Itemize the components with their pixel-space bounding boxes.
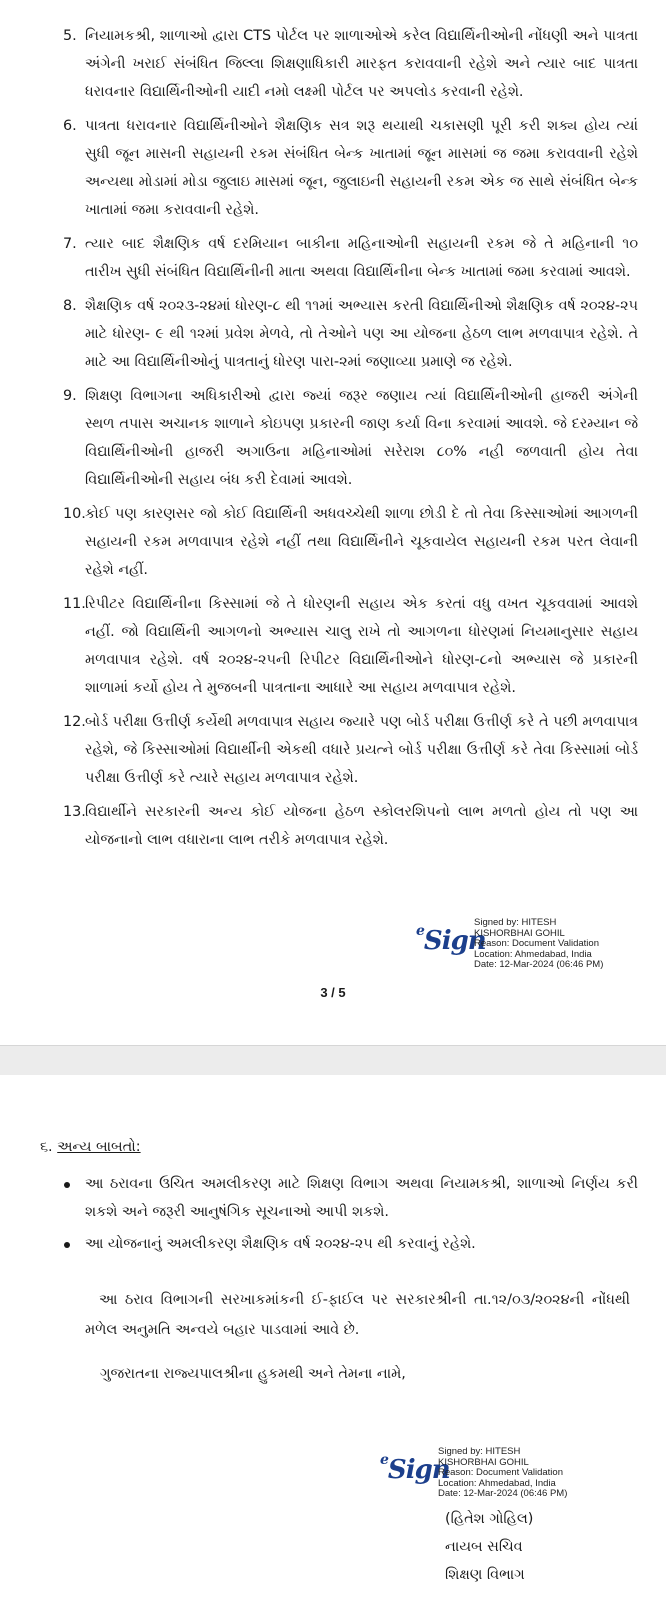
clause-number: 9. xyxy=(63,388,77,404)
esign-logo: $^e$Sign xyxy=(416,923,486,956)
signatory-department: શિક્ષણ વિભાગ xyxy=(445,1567,525,1583)
clause-text: વિદ્યાર્થીને સરકારની અન્ય કોઈ યોજના હેઠળ સ્કોલરશિપનો લાભ મળતો હોય તો પણ આ યોજનાનો લાભ વધારાના લાભ તરીકે મળવાપાત્ર રહેશે. xyxy=(85,804,638,848)
esign-details: Signed by: HITESH KISHORBHAI GOHIL Reason: Document Validation Location: Ahmedabad, India Date: 12-Mar-2024 (06:46 PM) xyxy=(474,917,604,970)
clause-text: રિપીટર વિદ્યાર્થિનીના કિસ્સામાં જે તે ધોરણની સહાય એક કરતાં વધુ વખત ચૂકવવામાં આવશે નહીં. જો વિદ્યાર્થિની આગળનો અભ્યાસ ચાલુ રાખે તો આગળના ધોરણમાં નિયમાનુસાર સહાય મળવાપાત્ર રહેશે. વર્ષ ૨૦૨૪-૨૫ની રિપીટર વિદ્યાર્થિનીઓને ધોરણ-૮નો અભ્યાસ જે પ્રકારની શાળામાં કર્યો હોય તે મુજબની પાત્રતાના આધારે આ સહાય મળવાપાત્ર રહેશે. xyxy=(85,596,638,696)
clause-6 xyxy=(0,112,666,224)
numbered-clauses xyxy=(0,22,666,860)
clause-8 xyxy=(0,292,666,376)
clause-11 xyxy=(0,590,666,702)
esign-details: Signed by: HITESH KISHORBHAI GOHIL Reason: Document Validation Location: Ahmedabad, India Date: 12-Mar-2024 (06:46 PM) xyxy=(438,1446,568,1499)
clause-text: નિયામકશ્રી, શાળાઓ દ્વારા CTS પોર્ટલ પર શાળાઓએ કરેલ વિદ્યાર્થિનીઓની નોંધણી અને પાત્રતા અંગેની ખરાઈ સંબંધિત જિલ્લા શિક્ષણાધિકારી મારફત કરાવવાની રહેશે અને ત્યાર બાદ પાત્રતા ધરાવનાર વિદ્યાર્થિનીઓની યાદી નમો લક્ષ્મી પોર્ટલ પર અપલોડ કરવાની રહેશે. xyxy=(85,28,638,100)
bullet-dot-icon xyxy=(64,1242,70,1248)
section-title: અન્ય બાબતો: xyxy=(57,1139,141,1155)
clause-number: 6. xyxy=(63,118,77,134)
section-number: ૬. xyxy=(40,1139,53,1155)
clause-number: 10. xyxy=(63,506,86,522)
clause-number: 11. xyxy=(63,596,86,612)
clause-7 xyxy=(0,230,666,286)
page-number: 3 / 5 xyxy=(320,985,346,1000)
clause-text: પાત્રતા ધરાવનાર વિદ્યાર્થિનીઓને શૈક્ષણિક સત્ર શરૂ થયાથી ચકાસણી પૂરી કરી શક્ય હોય ત્યાં સુધી જૂન માસની સહાયની રકમ સંબંધિત બેન્ક ખાતામાં જૂન માસમાં જ જમા કરાવવાની રહેશે અન્યથા મોડામાં મોડા જુલાઇ માસમાં જૂન, જુલાઇની સહાયની રકમ એક જ સાથે સંબંધિત બેન્ક ખાતામાં જમા કરાવવાની રહેશે. xyxy=(85,118,638,218)
bullet-item: આ યોજનાનું અમલીકરણ શૈક્ષણિક વર્ષ ૨૦૨૪-૨૫ થી કરવાનું રહેશે. xyxy=(0,1230,666,1258)
signatory-name: (હિતેશ ગોહિલ) xyxy=(445,1511,534,1527)
closing-line: ગુજરાતના રાજ્યપાલશ્રીના હુકમથી અને તેમના નામે, xyxy=(100,1366,406,1382)
bullet-list xyxy=(0,1170,666,1262)
clause-number: 8. xyxy=(63,298,77,314)
signatory-designation: નાયબ સચિવ xyxy=(445,1539,523,1555)
clause-13 xyxy=(0,798,666,854)
clause-text: કોઈ પણ કારણસર જો કોઈ વિદ્યાર્થિની અધવચ્ચેથી શાળા છોડી દે તો તેવા કિસ્સાઓમાં આગળની સહાયની રકમ મળવાપાત્ર રહેશે નહીં તથા વિદ્યાર્થિનીને ચૂકવાયેલ સહાયની રકમ પરત લેવાની રહેશે નહીં. xyxy=(85,506,638,578)
signatory-block xyxy=(445,1505,533,1589)
document-page-4 xyxy=(0,1075,666,1600)
clause-number: 7. xyxy=(63,236,77,252)
clause-text: બોર્ડ પરીક્ષા ઉત્તીર્ણ કર્યેથી મળવાપાત્ર સહાય જ્યારે પણ બોર્ડ પરીક્ષા ઉત્તીર્ણ કરે તે પછી મળવાપાત્ર રહેશે, જે કિસ્સાઓમાં વિદ્યાર્થીની એકથી વધારે પ્રયત્ને બોર્ડ પરીક્ષા ઉત્તીર્ણ કરે તેવા કિસ્સામાં બોર્ડ પરીક્ષા ઉત્તીર્ણ કરે ત્યારે સહાય મળવાપાત્ર રહેશે. xyxy=(85,714,638,786)
clause-5 xyxy=(0,22,666,106)
esign-stamp xyxy=(380,1447,620,1503)
esign-logo: $^e$Sign xyxy=(380,1452,450,1485)
page-separator xyxy=(0,1045,666,1077)
clause-text: ત્યાર બાદ શૈક્ષણિક વર્ષ દરમિયાન બાકીના મહિનાઓની સહાયની રકમ જે તે મહિનાની ૧૦ તારીખ સુધી સંબંધિત વિદ્યાર્થિનીની માતા અથવા વિદ્યાર્થિનીના બેન્ક ખાતામાં જમા કરવામાં આવશે. xyxy=(85,236,638,280)
clause-12 xyxy=(0,708,666,792)
bullet-dot-icon xyxy=(64,1182,70,1188)
approval-paragraph: આ ઠરાવ વિભાગની સરખાકમાંકની ઈ-ફાઈલ પર સરકારશ્રીની તા.૧૨/૦૩/૨૦૨૪ની નોંધથી મળેલ અનુમતિ અન્વયે બહાર પાડવામાં આવે છે. xyxy=(85,1292,630,1338)
clause-text: શૈક્ષણિક વર્ષ ૨૦૨૩-૨૪માં ધોરણ-૮ થી ૧૧માં અભ્યાસ કરતી વિદ્યાર્થિનીઓ શૈક્ષણિક વર્ષ ૨૦૨૪-૨૫ માટે ધોરણ- ૯ થી ૧૨માં પ્રવેશ મેળવે, તો તેઓને પણ આ યોજના હેઠળ લાભ મળવાપાત્ર રહેશે. તે માટે આ વિદ્યાર્થિનીઓનું પાત્રતાનું ધોરણ પારા-૨માં જણાવ્યા પ્રમાણે જ રહેશે. xyxy=(85,298,638,370)
clause-10 xyxy=(0,500,666,584)
clause-9 xyxy=(0,382,666,494)
clause-text: શિક્ષણ વિભાગના અધિકારીઓ દ્વારા જ્યાં જરૂર જણાય ત્યાં વિદ્યાર્થિનીઓની હાજરી અંગેની સ્થળ તપાસ અચાનક શાળાને કોઇપણ પ્રકારની જાણ કર્યા વિના કરવામાં આવશે. જે દરમ્યાન જે વિદ્યાર્થિનીઓની હાજરી અગાઉના મહિનાઓમાં સરેરાશ ૮૦% નહી જળવાતી હોય તેવા વિદ્યાર્થિનીઓની સહાય બંધ કરી દેવામાં આવશે. xyxy=(85,388,638,488)
clause-number: 5. xyxy=(63,28,77,44)
section-heading xyxy=(40,1139,141,1155)
clause-number: 12. xyxy=(63,714,86,730)
bullet-item: આ ઠરાવના ઉચિત અમલીકરણ માટે શિક્ષણ વિભાગ અથવા નિયામકશ્રી, શાળાઓ નિર્ણય કરી શકશે અને જરૂરી આનુષંગિક સૂચનાઓ આપી શકશે. xyxy=(0,1170,666,1226)
esign-stamp xyxy=(416,918,646,978)
clause-number: 13. xyxy=(63,804,86,820)
